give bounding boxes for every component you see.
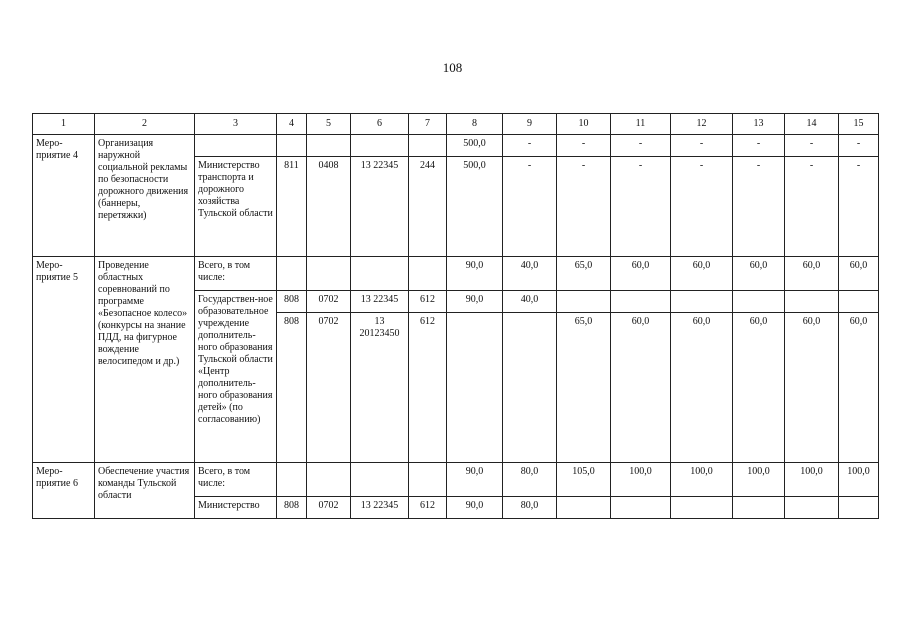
table-cell bbox=[557, 497, 611, 519]
table-cell: 612 bbox=[409, 497, 447, 519]
header-cell: 13 bbox=[733, 114, 785, 135]
header-cell: 2 bbox=[95, 114, 195, 135]
header-cell: 14 bbox=[785, 114, 839, 135]
table-cell: 500,0 bbox=[447, 157, 503, 257]
table-cell: 612 bbox=[409, 313, 447, 463]
table-cell: 90,0 bbox=[447, 291, 503, 313]
table-cell: 90,0 bbox=[447, 497, 503, 519]
header-cell: 9 bbox=[503, 114, 557, 135]
table-cell bbox=[351, 257, 409, 291]
header-cell: 6 bbox=[351, 114, 409, 135]
table-cell bbox=[503, 313, 557, 463]
table-cell: 13 22345 bbox=[351, 291, 409, 313]
table-cell: 65,0 bbox=[557, 257, 611, 291]
header-cell: 5 bbox=[307, 114, 351, 135]
table-cell: 60,0 bbox=[611, 257, 671, 291]
table-cell bbox=[733, 497, 785, 519]
table-cell: - bbox=[733, 157, 785, 257]
table-cell: 13 22345 bbox=[351, 497, 409, 519]
table-cell bbox=[447, 313, 503, 463]
table-cell: 100,0 bbox=[671, 463, 733, 497]
header-cell: 1 bbox=[33, 114, 95, 135]
table-cell: 100,0 bbox=[839, 463, 879, 497]
table-cell bbox=[307, 257, 351, 291]
header-cell: 3 bbox=[195, 114, 277, 135]
table-cell bbox=[277, 135, 307, 157]
table-cell: - bbox=[671, 157, 733, 257]
table-cell: - bbox=[557, 157, 611, 257]
table-cell: 0702 bbox=[307, 313, 351, 463]
table-cell: 13 22345 bbox=[351, 157, 409, 257]
table-row bbox=[33, 135, 879, 157]
measure-name: Меро-приятие 6 bbox=[33, 463, 95, 519]
budget-table bbox=[32, 113, 879, 519]
table-cell bbox=[277, 257, 307, 291]
table-cell: 60,0 bbox=[611, 313, 671, 463]
table-cell: 811 bbox=[277, 157, 307, 257]
table-cell: 105,0 bbox=[557, 463, 611, 497]
table-cell bbox=[785, 291, 839, 313]
table-cell bbox=[409, 463, 447, 497]
table-cell: 808 bbox=[277, 497, 307, 519]
table-cell: 60,0 bbox=[785, 257, 839, 291]
table-cell: 40,0 bbox=[503, 291, 557, 313]
table-cell: - bbox=[671, 135, 733, 157]
table-cell: 60,0 bbox=[785, 313, 839, 463]
table-cell: 612 bbox=[409, 291, 447, 313]
table-cell: - bbox=[785, 135, 839, 157]
table-cell bbox=[611, 291, 671, 313]
executor-cell: Министерство транспорта и дорожного хозяйства Тульской области bbox=[195, 157, 277, 257]
measure-description: Обеспечение участия команды Тульской области bbox=[95, 463, 195, 519]
table-cell bbox=[839, 291, 879, 313]
table-cell: 500,0 bbox=[447, 135, 503, 157]
table-cell: 0702 bbox=[307, 291, 351, 313]
table-cell bbox=[557, 291, 611, 313]
table-cell: 100,0 bbox=[733, 463, 785, 497]
table-cell: 60,0 bbox=[839, 313, 879, 463]
header-cell: 8 bbox=[447, 114, 503, 135]
table-cell bbox=[785, 497, 839, 519]
table-cell bbox=[351, 135, 409, 157]
table-cell: 60,0 bbox=[671, 313, 733, 463]
table-cell: - bbox=[503, 157, 557, 257]
header-cell: 7 bbox=[409, 114, 447, 135]
table-cell: - bbox=[503, 135, 557, 157]
table-cell: 80,0 bbox=[503, 463, 557, 497]
table-cell bbox=[671, 291, 733, 313]
table-cell: - bbox=[839, 135, 879, 157]
table-cell: 90,0 bbox=[447, 463, 503, 497]
table-cell bbox=[839, 497, 879, 519]
table-cell: 808 bbox=[277, 291, 307, 313]
table-cell bbox=[307, 135, 351, 157]
measure-description: Организация наружной социальной рекламы по безопасности дорожного движения (баннеры, перетяжки) bbox=[95, 135, 195, 257]
table-cell bbox=[409, 257, 447, 291]
table-cell: 60,0 bbox=[671, 257, 733, 291]
executor-cell: Всего, в том числе: bbox=[195, 463, 277, 497]
table-cell: 60,0 bbox=[839, 257, 879, 291]
table-cell: 80,0 bbox=[503, 497, 557, 519]
measure-name: Меро-приятие 4 bbox=[33, 135, 95, 257]
measure-description: Проведение областных соревнований по программе «Безопасное колесо» (конкурсы на знание ПДД, на фигурное вождение велосипедом и др.) bbox=[95, 257, 195, 463]
table-cell: 13 20123450 bbox=[351, 313, 409, 463]
header-cell: 12 bbox=[671, 114, 733, 135]
table-cell bbox=[277, 463, 307, 497]
table-cell: - bbox=[785, 157, 839, 257]
measure-name: Меро-приятие 5 bbox=[33, 257, 95, 463]
table-cell bbox=[733, 291, 785, 313]
executor-cell: Министерство bbox=[195, 497, 277, 519]
table-cell: 244 bbox=[409, 157, 447, 257]
table-cell: - bbox=[611, 135, 671, 157]
table-row bbox=[33, 463, 879, 497]
table-cell: 808 bbox=[277, 313, 307, 463]
executor-cell bbox=[195, 135, 277, 157]
executor-cell: Государствен-ное образовательное учреждение дополнитель-ного образования Тульской области «Центр дополнитель-ного образования детей» (по согласованию) bbox=[195, 291, 277, 463]
header-cell: 4 bbox=[277, 114, 307, 135]
table-cell bbox=[351, 463, 409, 497]
header-cell: 11 bbox=[611, 114, 671, 135]
table-cell: - bbox=[733, 135, 785, 157]
table-cell: 65,0 bbox=[557, 313, 611, 463]
page-number: 108 bbox=[442, 60, 463, 75]
table-cell: 0408 bbox=[307, 157, 351, 257]
table-cell bbox=[307, 463, 351, 497]
header-row bbox=[33, 114, 879, 135]
table-cell: 60,0 bbox=[733, 313, 785, 463]
table-cell: 0702 bbox=[307, 497, 351, 519]
table-cell bbox=[611, 497, 671, 519]
table-cell bbox=[671, 497, 733, 519]
table-cell: 60,0 bbox=[733, 257, 785, 291]
table-cell: 100,0 bbox=[611, 463, 671, 497]
table-cell: 40,0 bbox=[503, 257, 557, 291]
table-cell: - bbox=[611, 157, 671, 257]
table-cell: - bbox=[839, 157, 879, 257]
table-row bbox=[33, 257, 879, 291]
table-cell: 90,0 bbox=[447, 257, 503, 291]
table-cell bbox=[409, 135, 447, 157]
table-cell: 100,0 bbox=[785, 463, 839, 497]
executor-cell: Всего, в том числе: bbox=[195, 257, 277, 291]
header-cell: 10 bbox=[557, 114, 611, 135]
header-cell: 15 bbox=[839, 114, 879, 135]
table-cell: - bbox=[557, 135, 611, 157]
